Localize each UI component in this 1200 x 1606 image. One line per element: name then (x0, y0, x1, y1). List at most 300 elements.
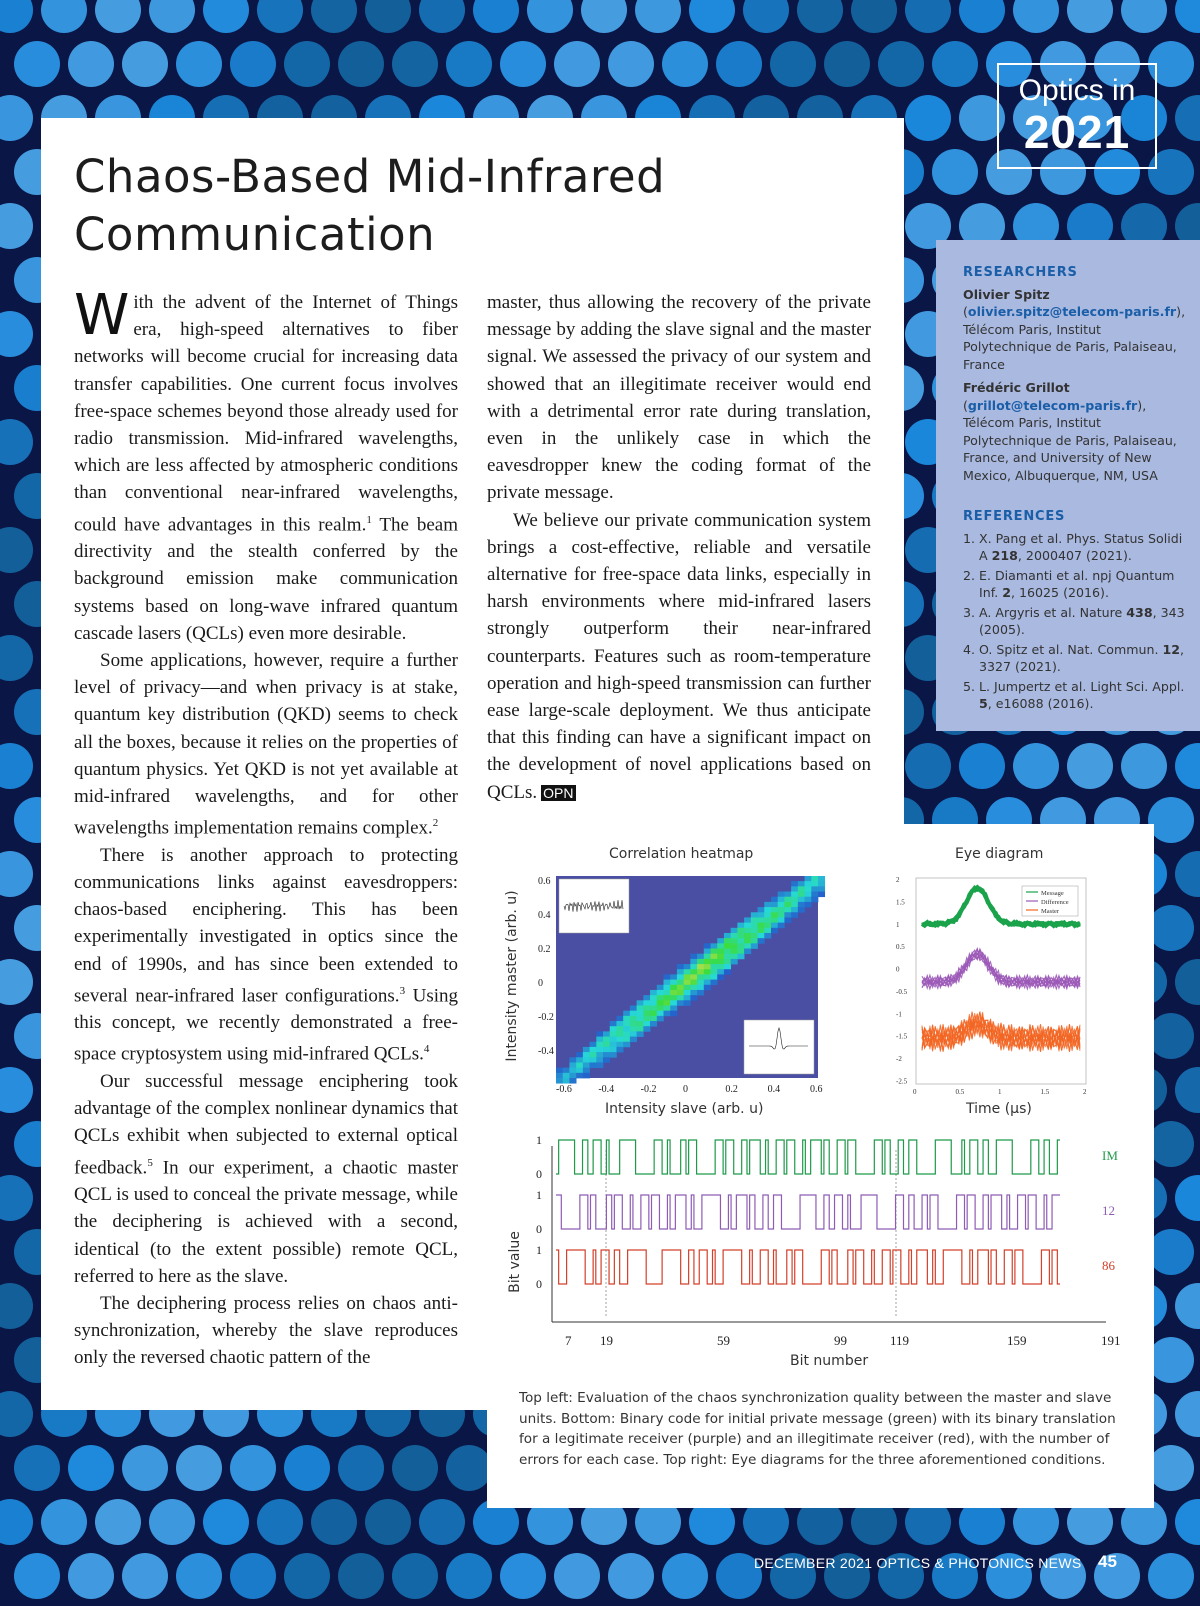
heatmap-cell (583, 1052, 590, 1058)
background-dot (1013, 743, 1059, 789)
heatmap-cell (616, 1021, 623, 1027)
heatmap-cell (677, 995, 684, 1001)
heatmap-cell (717, 954, 724, 960)
heatmap-cell (623, 1042, 630, 1048)
heatmap-cell (697, 959, 704, 965)
heatmap-cell (791, 907, 798, 913)
background-dot (1121, 743, 1167, 789)
heatmap-cell (751, 933, 758, 939)
heatmap-cell (717, 969, 724, 975)
heatmap-cell (623, 1037, 630, 1043)
heatmap-cell (737, 949, 744, 955)
text: Our successful message enciphering took advantage of the complex nonlinear dynamics that QCLs exhibit when subjected to external optical feedback. (74, 1071, 458, 1178)
figure-graphics (487, 824, 1154, 1384)
heatmap-cell (650, 1011, 657, 1017)
heatmap-cell (737, 938, 744, 944)
heatmap-cell (583, 1047, 590, 1053)
heatmap-cell (603, 1047, 610, 1053)
heatmap-cell (744, 917, 751, 923)
heatmap-cell (630, 1037, 637, 1043)
heatmap-cell (583, 1073, 590, 1079)
bits-x-tick: 59 (717, 1333, 730, 1348)
background-dot (1067, 743, 1113, 789)
heatmap-cell (663, 995, 670, 1001)
background-dot (230, 1445, 276, 1491)
background-dot (1148, 905, 1194, 951)
text: In our experiment, a chaotic master QCL is used to conceal the private message, while the deciphering is achieved with a second, identical (to the extent possible) remote QCL, referred to here as the slave. (74, 1156, 458, 1287)
heatmap-cell (630, 1021, 637, 1027)
heatmap-cell (758, 928, 765, 934)
heatmap-x-tick: 0.4 (767, 1084, 781, 1095)
citation: 1 (366, 513, 372, 526)
reference-item (979, 567, 1193, 602)
heatmap-cell (711, 974, 718, 980)
heatmap-cell (663, 1011, 670, 1017)
heatmap-cell (778, 917, 785, 923)
heatmap-cell (583, 1062, 590, 1068)
heatmap-cell (791, 881, 798, 887)
heatmap-cell (811, 876, 818, 882)
heatmap-cell (690, 980, 697, 986)
legend-label: Message (1041, 890, 1064, 897)
heatmap-cell (744, 949, 751, 955)
heatmap-cell (724, 943, 731, 949)
heatmap-cell (805, 886, 812, 892)
bits-y-tick: 0 (536, 1222, 542, 1236)
heatmap-y-tick: -0.2 (538, 1012, 554, 1023)
background-dot (176, 1553, 222, 1599)
background-dot (878, 41, 924, 87)
heatmap-cell (690, 974, 697, 980)
heatmap-cell (778, 923, 785, 929)
reference-item (979, 641, 1193, 676)
eye-y-tick: -0.5 (896, 987, 908, 996)
legend-label: Difference (1041, 899, 1069, 906)
heatmap-cell (616, 1031, 623, 1037)
heatmap-cell (704, 954, 711, 960)
text: O. Spitz et al. Nat. Commun. (979, 641, 1163, 657)
heatmap-cell (630, 1011, 637, 1017)
background-dot (176, 41, 222, 87)
text: , 16025 (2016). (1011, 585, 1109, 600)
heatmap-cell (717, 959, 724, 965)
paragraph (74, 842, 458, 1068)
heatmap-cell (758, 933, 765, 939)
heatmap-cell (724, 954, 731, 960)
bits-y-tick: 1 (536, 1188, 542, 1202)
heatmap-cell (677, 969, 684, 975)
background-dot (68, 41, 114, 87)
heatmap-cell (778, 912, 785, 918)
heatmap-cell (791, 886, 798, 892)
heatmap-cell (684, 1000, 691, 1006)
heatmap-cell (610, 1031, 617, 1037)
heatmap-cell (764, 923, 771, 929)
heatmap-cell (811, 897, 818, 903)
background-dot (1148, 1445, 1194, 1491)
heatmap-title: Correlation heatmap (609, 846, 754, 862)
heatmap-cell (650, 1021, 657, 1027)
heatmap-cell (663, 1005, 670, 1011)
heatmap-cell (657, 1016, 664, 1022)
heatmap-cell (731, 933, 738, 939)
heatmap-cell (704, 964, 711, 970)
background-dot (230, 1553, 276, 1599)
eye-y-tick: 1.5 (896, 898, 905, 907)
heatmap-cell (650, 990, 657, 996)
badge-line1: Optics in (1018, 74, 1136, 107)
heatmap-cell (798, 886, 805, 892)
heatmap-cell (704, 969, 711, 975)
eye-y-tick: -1.5 (896, 1032, 908, 1041)
heatmap-cell (583, 1068, 590, 1074)
heatmap-cell (737, 954, 744, 960)
heatmap-cell (643, 1011, 650, 1017)
heatmap-cell (623, 1031, 630, 1037)
paragraph (487, 507, 871, 807)
heatmap-cell (596, 1052, 603, 1058)
email-link[interactable]: grillot@telecom-paris.fr (967, 397, 1138, 413)
eye-x-tick: 2 (1083, 1088, 1087, 1096)
background-dot (230, 41, 276, 87)
heatmap-y-tick: 0.2 (538, 944, 551, 955)
heatmap-cell (805, 892, 812, 898)
background-dot (257, 1499, 303, 1545)
heatmap-cell (731, 949, 738, 955)
email-link[interactable]: olivier.spitz@telecom-paris.fr (967, 304, 1177, 319)
heatmap-cell (596, 1057, 603, 1063)
legend-label: Master (1041, 908, 1060, 915)
heatmap-cell (590, 1047, 597, 1053)
heatmap-cell (805, 897, 812, 903)
heatmap-cell (751, 928, 758, 934)
drop-cap: W (74, 283, 130, 348)
heatmap-cell (724, 949, 731, 955)
heatmap-cell (690, 995, 697, 1001)
reference-item (979, 678, 1193, 713)
heatmap-cell (758, 938, 765, 944)
paragraph (74, 283, 459, 647)
heatmap-cell (637, 1031, 644, 1037)
heatmap-cell (737, 943, 744, 949)
bit-series-label: 12 (1102, 1203, 1115, 1218)
background-dot (770, 41, 816, 87)
heatmap-cell (556, 1078, 563, 1084)
heatmap-cell (610, 1021, 617, 1027)
heatmap-cell (811, 892, 818, 898)
background-dot (338, 1445, 384, 1491)
bits-y-tick: 0 (536, 1277, 542, 1291)
heatmap-cell (563, 1073, 570, 1079)
heatmap-cell (603, 1042, 610, 1048)
background-dot (14, 1445, 60, 1491)
heatmap-cell (616, 1016, 623, 1022)
bit-series-label: 86 (1102, 1258, 1115, 1273)
background-dot (392, 1445, 438, 1491)
heatmap-cell (704, 985, 711, 991)
background-dot (608, 1553, 654, 1599)
heatmap-cell (643, 1016, 650, 1022)
heatmap-cell (744, 938, 751, 944)
paragraph: The deciphering process relies on chaos anti-synchronization, whereby the slave reproduces only the reversed chaotic pattern of the (74, 1292, 458, 1369)
heatmap-cell (623, 1021, 630, 1027)
heatmap-cell (798, 897, 805, 903)
heatmap-cell (663, 985, 670, 991)
heatmap-cell (711, 954, 718, 960)
heatmap-cell (643, 1005, 650, 1011)
heatmap-cell (778, 892, 785, 898)
text: The beam directivity and the stealth conferred by the background emission make communication systems based on long-wave infrared quantum cascade lasers (QCLs) even more desirable. (74, 513, 459, 644)
researchers-heading: RESEARCHERS (963, 265, 1078, 280)
paragraph (74, 1068, 458, 1290)
heatmap-cell (643, 1021, 650, 1027)
heatmap-y-label: Intensity master (arb. u) (504, 890, 520, 1062)
heatmap-cell (771, 897, 778, 903)
heatmap-cell (590, 1062, 597, 1068)
heatmap-x-tick: 0 (683, 1084, 688, 1095)
heatmap-cell (603, 1052, 610, 1058)
text: Using this concept, we recently demonstrated a free-space cryptosystem using mid-infrared QCLs. (74, 985, 458, 1065)
heatmap-cell (576, 1052, 583, 1058)
heatmap-cell (697, 954, 704, 960)
bits-y-label: Bit value (507, 1231, 523, 1293)
heatmap-cell (623, 1026, 630, 1032)
heatmap-cell (764, 933, 771, 939)
background-dot (662, 41, 708, 87)
heatmap-cell (637, 1005, 644, 1011)
heatmap-cell (576, 1073, 583, 1079)
heatmap-cell (724, 969, 731, 975)
bits-x-tick: 19 (600, 1333, 613, 1348)
text: L. Jumpertz et al. Light Sci. Appl. (979, 678, 1185, 694)
figure-caption: Top left: Evaluation of the chaos synchronization quality between the master and slave units. Bottom: Binary code for initial private message (green) with its binary translation for a legitimate receiver (purple) and an illegitimate receiver (red), with the number of errors for each case. Top right: Eye diagrams for the three aforementioned conditions. (519, 1390, 1116, 1468)
heatmap-cell (637, 1026, 644, 1032)
heatmap-cell (556, 1068, 563, 1074)
heatmap-cell (731, 938, 738, 944)
bit-trace (556, 1195, 1060, 1229)
heatmap-cell (596, 1037, 603, 1043)
heatmap-cell (771, 902, 778, 908)
background-dot (14, 1553, 60, 1599)
heatmap-cell (596, 1047, 603, 1053)
bits-x-tick: 191 (1101, 1333, 1121, 1348)
heatmap-cell (798, 892, 805, 898)
heatmap-cell (583, 1057, 590, 1063)
heatmap-cell (751, 917, 758, 923)
heatmap-cell (657, 990, 664, 996)
heatmap-cell (663, 1000, 670, 1006)
background-dot (176, 1445, 222, 1491)
background-dot (1148, 1337, 1194, 1383)
background-dot (122, 41, 168, 87)
heatmap-cell (670, 1005, 677, 1011)
background-dot (68, 1553, 114, 1599)
heatmap-cell (643, 995, 650, 1001)
heatmap-cell (663, 974, 670, 980)
heatmap-cell (630, 1005, 637, 1011)
optics-in-2021-badge (997, 63, 1157, 169)
background-dot (446, 1553, 492, 1599)
heatmap-cell (711, 964, 718, 970)
heatmap-cell (764, 902, 771, 908)
heatmap-cell (704, 959, 711, 965)
bits-y-tick: 1 (536, 1243, 542, 1257)
heatmap-x-tick: -0.4 (598, 1084, 615, 1095)
heatmap-cell (717, 938, 724, 944)
text: E. Diamanti et al. npj Quantum Inf. (979, 567, 1175, 600)
text: , e16088 (2016). (987, 696, 1094, 711)
text: Some applications, however, require a further level of privacy—and when privacy is at stake, quantum key distribution (QKD) seems to check all the boxes, because it relies on the properties of quantum physics. Yet QKD is not yet available at mid-infrared wavelengths, and for other wavelengths implementation remains complex. (74, 649, 458, 839)
background-dot (932, 149, 978, 195)
background-dot (446, 1445, 492, 1491)
heatmap-cell (677, 980, 684, 986)
background-dot (392, 41, 438, 87)
heatmap-cell (616, 1042, 623, 1048)
reference-item (979, 604, 1193, 639)
bits-x-tick: 7 (565, 1333, 572, 1348)
heatmap-cell (764, 928, 771, 934)
heatmap-cell (603, 1057, 610, 1063)
heatmap-cell (684, 964, 691, 970)
bits-x-label: Bit number (790, 1353, 869, 1369)
background-dot (1148, 1121, 1194, 1167)
paragraph (74, 647, 458, 842)
heatmap-cell (737, 923, 744, 929)
text: , 343 (2005). (979, 604, 1185, 637)
heatmap-cell (657, 995, 664, 1001)
heatmap-cell (637, 1000, 644, 1006)
background-dot (122, 1445, 168, 1491)
heatmap-cell (690, 954, 697, 960)
eye-y-tick: 0.5 (896, 943, 905, 952)
background-dot (284, 1553, 330, 1599)
heatmap-cell (778, 897, 785, 903)
page-number: 45 (1098, 1552, 1117, 1571)
heatmap-cell (704, 974, 711, 980)
eye-y-tick: 1 (896, 920, 900, 929)
researcher-2: Frédéric Grillot (grillot@telecom-paris.fr), Télécom Paris, Institut Polytechnique de Paris, Palaiseau, France, and University of New Mexico, Albuquerque, NM, USA (963, 380, 1177, 483)
heatmap-cell (811, 881, 818, 887)
heatmap-cell (569, 1078, 576, 1084)
heatmap-cell (704, 980, 711, 986)
heatmap-cell (630, 1026, 637, 1032)
background-dot (905, 95, 951, 141)
article-title: Chaos-Based Mid-Infrared Communication (74, 150, 666, 261)
heatmap-cell (650, 1000, 657, 1006)
heatmap-cell (724, 964, 731, 970)
heatmap-cell (731, 959, 738, 965)
bit-trace (556, 1250, 1060, 1284)
heatmap-cell (610, 1052, 617, 1058)
heatmap-cell (717, 943, 724, 949)
heatmap-cell (744, 933, 751, 939)
heatmap-cell (684, 990, 691, 996)
heatmap-cell (670, 974, 677, 980)
heatmap-cell (610, 1047, 617, 1053)
heatmap-cell (751, 943, 758, 949)
eye-diagram-title: Eye diagram (955, 846, 1044, 862)
text: , 3327 (2021). (979, 641, 1184, 674)
background-dot (500, 1553, 546, 1599)
background-dot (203, 1499, 249, 1545)
heatmap-y-tick: 0 (538, 978, 543, 989)
heatmap-cell (751, 923, 758, 929)
heatmap-cell (596, 1062, 603, 1068)
background-dot (608, 41, 654, 87)
affiliation: , Télécom Paris, Institut Polytechnique de Paris, Palaiseau, France (963, 304, 1186, 372)
heatmap-x-label: Intensity slave (arb. u) (605, 1101, 764, 1117)
heatmap-cell (778, 907, 785, 913)
heatmap-cell (818, 886, 825, 892)
eye-y-tick: -2.5 (896, 1077, 908, 1086)
heatmap-cell (704, 949, 711, 955)
background-dot (95, 1499, 141, 1545)
heatmap-cell (737, 933, 744, 939)
heatmap-cell (569, 1073, 576, 1079)
volume: 2 (1002, 585, 1011, 600)
heatmap-cell (643, 1026, 650, 1032)
volume: 218 (991, 548, 1018, 563)
heatmap-cell (569, 1057, 576, 1063)
background-dot (149, 1499, 195, 1545)
bits-y-tick: 1 (536, 1133, 542, 1147)
background-dot (1148, 797, 1194, 843)
heatmap-cell (771, 912, 778, 918)
heatmap-cell (690, 959, 697, 965)
heatmap-cell (603, 1031, 610, 1037)
citation: 2 (432, 817, 439, 830)
heatmap-cell (717, 974, 724, 980)
background-dot (122, 1553, 168, 1599)
heatmap-cell (744, 928, 751, 934)
footer-publication: DECEMBER 2021 OPTICS & PHOTONICS NEWS (754, 1555, 1082, 1571)
background-dot (419, 1499, 465, 1545)
article-column-1 (74, 283, 459, 1372)
background-dot (662, 1553, 708, 1599)
heatmap-cell (791, 892, 798, 898)
heatmap-x-tick: 0.6 (810, 1084, 823, 1095)
eye-x-tick: 1 (998, 1088, 1002, 1096)
background-dot (311, 1499, 357, 1545)
heatmap-cell (684, 974, 691, 980)
citation: 4 (423, 1043, 430, 1056)
heatmap-cell (791, 912, 798, 918)
text: There is another approach to protecting communications links against eavesdroppers: chaos-based enciphering. This has been experimentally investigated in optics since the end of 1990s, and has since been extended to several near-infrared laser configurations. (74, 844, 458, 1007)
heatmap-cell (663, 990, 670, 996)
heatmap-cell (670, 1011, 677, 1017)
heatmap-cell (697, 974, 704, 980)
heatmap-cell (569, 1068, 576, 1074)
heatmap-cell (784, 902, 791, 908)
heatmap-cell (623, 1016, 630, 1022)
researcher-name: Olivier Spitz (963, 286, 1050, 302)
heatmap-cell (731, 928, 738, 934)
text: , 2000407 (2021). (1017, 548, 1132, 563)
heatmap-cell (690, 990, 697, 996)
background-dot (284, 1445, 330, 1491)
citation: 3 (399, 984, 406, 997)
background-dot (500, 41, 546, 87)
background-dot (905, 743, 951, 789)
heatmap-cell (798, 907, 805, 913)
eye-y-tick: -2 (896, 1055, 902, 1064)
heatmap-cell (670, 985, 677, 991)
heatmap-cell (670, 995, 677, 1001)
heatmap-cell (663, 980, 670, 986)
badge-year: 2021 (1023, 106, 1131, 158)
heatmap-cell (791, 902, 798, 908)
heatmap-cell (657, 985, 664, 991)
